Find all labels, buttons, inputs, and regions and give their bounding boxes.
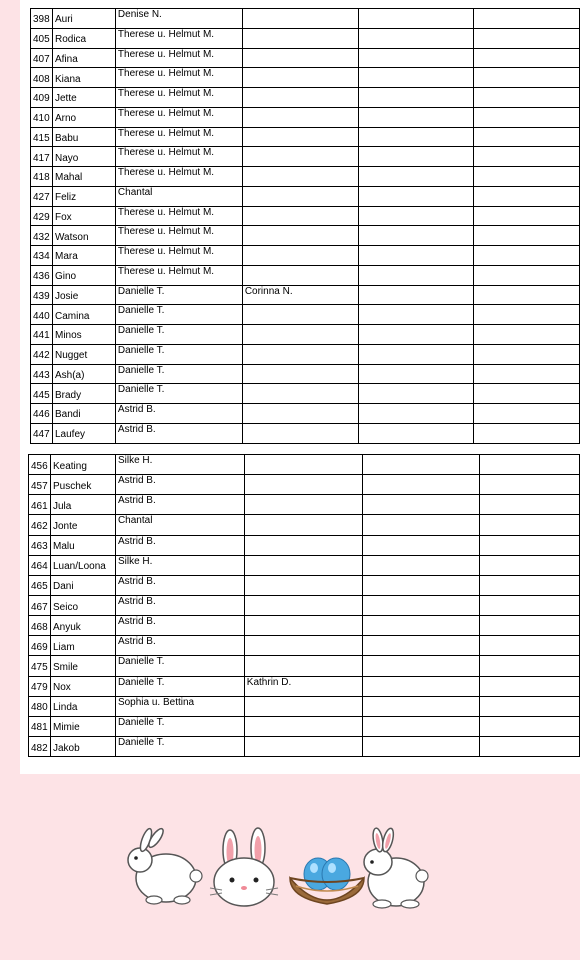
animal-number: 442 [31,344,53,364]
second-sponsor-name [242,265,358,285]
animal-number: 464 [29,555,51,575]
rabbit-icon [128,827,202,904]
animal-name: Feliz [52,186,115,206]
table-row [31,404,580,424]
table-row [29,616,580,636]
animal-name: Minos [52,325,115,345]
empty-cell [474,9,580,29]
empty-cell [474,226,580,246]
animal-name: Camina [52,305,115,325]
animal-number: 415 [31,127,53,147]
sponsor-name: Danielle T. [115,344,242,364]
empty-cell [358,404,474,424]
table-row [31,325,580,345]
sponsor-name: Therese u. Helmut M. [115,246,242,266]
sponsor-name: Danielle T. [115,305,242,325]
empty-cell [358,265,474,285]
animal-number: 480 [29,696,51,716]
empty-cell [474,364,580,384]
table-row [31,68,580,88]
animal-number: 445 [31,384,53,404]
animal-name: Jula [50,495,115,515]
animal-number: 457 [29,475,51,495]
sponsor-name: Chantal [115,515,244,535]
sponsor-name: Astrid B. [115,535,244,555]
table-row [31,28,580,48]
empty-cell [362,515,480,535]
sponsor-name: Astrid B. [115,636,244,656]
animal-number: 447 [31,423,53,443]
rabbit-icon [364,827,428,908]
second-sponsor-name [242,325,358,345]
second-sponsor-name [242,107,358,127]
empty-cell [358,68,474,88]
table-row [31,305,580,325]
second-sponsor-name [242,9,358,29]
second-sponsor-name [242,186,358,206]
second-sponsor-name [244,616,362,636]
empty-cell [480,535,580,555]
animal-number: 410 [31,107,53,127]
table-row [29,475,580,495]
animal-number: 461 [29,495,51,515]
table-row [31,384,580,404]
empty-cell [480,555,580,575]
empty-cell [474,265,580,285]
nest-with-eggs-icon [290,858,364,904]
sponsor-name: Therese u. Helmut M. [115,127,242,147]
empty-cell [480,515,580,535]
second-sponsor-name [242,127,358,147]
sponsor-name: Danielle T. [115,736,244,756]
empty-cell [474,325,580,345]
table-row [29,515,580,535]
animal-name: Smile [50,656,115,676]
table-row [31,167,580,187]
animal-number: 418 [31,167,53,187]
table-row [31,206,580,226]
empty-cell [474,285,580,305]
animal-name: Nayo [52,147,115,167]
animal-number: 467 [29,595,51,615]
sponsor-name: Therese u. Helmut M. [115,265,242,285]
animal-name: Linda [50,696,115,716]
empty-cell [358,28,474,48]
empty-cell [474,127,580,147]
table-row [29,716,580,736]
empty-cell [358,364,474,384]
empty-cell [480,575,580,595]
table-row [31,344,580,364]
animal-number: 446 [31,404,53,424]
sponsor-name: Astrid B. [115,404,242,424]
empty-cell [480,616,580,636]
animal-number: 456 [29,455,51,475]
animal-number: 407 [31,48,53,68]
animal-name: Liam [50,636,115,656]
table-row [29,595,580,615]
animal-number: 482 [29,736,51,756]
second-sponsor-name [244,515,362,535]
sponsor-name: Danielle T. [115,364,242,384]
sponsor-name: Astrid B. [115,475,244,495]
animal-number: 429 [31,206,53,226]
second-sponsor-name [244,475,362,495]
second-sponsor-name [242,167,358,187]
animal-name: Brady [52,384,115,404]
animal-name: Auri [52,9,115,29]
second-sponsor-name [242,246,358,266]
empty-cell [362,495,480,515]
sponsor-name: Chantal [115,186,242,206]
table-row [31,246,580,266]
table-row [29,535,580,555]
second-sponsor-name [244,736,362,756]
animal-name: Gino [52,265,115,285]
empty-cell [362,455,480,475]
table-row [31,423,580,443]
animal-name: Keating [50,455,115,475]
animal-number: 427 [31,186,53,206]
animal-number: 405 [31,28,53,48]
empty-cell [474,28,580,48]
animal-name: Josie [52,285,115,305]
second-sponsor-name [244,495,362,515]
empty-cell [480,716,580,736]
table-row [29,555,580,575]
empty-cell [358,344,474,364]
animal-number: 432 [31,226,53,246]
second-sponsor-name [242,344,358,364]
empty-cell [474,107,580,127]
animal-name: Kiana [52,68,115,88]
empty-cell [480,696,580,716]
animal-number: 479 [29,676,51,696]
animal-number: 469 [29,636,51,656]
empty-cell [358,48,474,68]
empty-cell [480,455,580,475]
second-sponsor-name [242,384,358,404]
animal-name: Bandi [52,404,115,424]
second-sponsor-name [244,555,362,575]
sponsor-name: Therese u. Helmut M. [115,68,242,88]
table-row [29,636,580,656]
sponsor-table-2 [28,454,580,757]
animal-name: Seico [50,595,115,615]
table-row [29,575,580,595]
empty-cell [474,167,580,187]
table-row [29,455,580,475]
animal-number: 443 [31,364,53,384]
easter-decoration [126,826,432,912]
second-sponsor-name: Kathrin D. [244,676,362,696]
empty-cell [362,696,480,716]
empty-cell [362,555,480,575]
animal-number: 434 [31,246,53,266]
empty-cell [362,656,480,676]
second-sponsor-name [242,423,358,443]
empty-cell [358,423,474,443]
animal-number: 439 [31,285,53,305]
animal-number: 417 [31,147,53,167]
animal-name: Nox [50,676,115,696]
second-sponsor-name [244,575,362,595]
empty-cell [358,9,474,29]
empty-cell [480,676,580,696]
empty-cell [362,535,480,555]
sponsor-name: Therese u. Helmut M. [115,226,242,246]
table-row [31,186,580,206]
table-row [31,226,580,246]
table-row [31,48,580,68]
empty-cell [358,167,474,187]
animal-number: 408 [31,68,53,88]
empty-cell [362,736,480,756]
animal-name: Mara [52,246,115,266]
table-row [29,656,580,676]
table-row [29,495,580,515]
animal-name: Anyuk [50,616,115,636]
second-sponsor-name [244,595,362,615]
table-row [31,364,580,384]
empty-cell [480,475,580,495]
table-row [31,285,580,305]
empty-cell [474,246,580,266]
sponsor-table-1 [30,8,580,444]
sponsor-name: Silke H. [115,455,244,475]
sponsor-table-1-body [31,9,580,444]
sponsor-name: Astrid B. [115,575,244,595]
empty-cell [362,595,480,615]
table-row [31,265,580,285]
animal-number: 441 [31,325,53,345]
empty-cell [362,636,480,656]
empty-cell [480,495,580,515]
sponsor-name: Danielle T. [115,285,242,305]
animal-name: Fox [52,206,115,226]
empty-cell [358,186,474,206]
empty-cell [474,68,580,88]
animal-number: 463 [29,535,51,555]
empty-cell [362,475,480,495]
animal-name: Malu [50,535,115,555]
table-row [29,696,580,716]
animal-number: 462 [29,515,51,535]
animal-name: Arno [52,107,115,127]
animal-name: Jette [52,88,115,108]
sponsor-name: Danielle T. [115,676,244,696]
empty-cell [362,676,480,696]
animal-name: Puschek [50,475,115,495]
animal-name: Laufey [52,423,115,443]
table-row [29,736,580,756]
animal-number: 436 [31,265,53,285]
sponsor-name: Therese u. Helmut M. [115,107,242,127]
animal-name: Jakob [50,736,115,756]
sponsor-name: Therese u. Helmut M. [115,167,242,187]
second-sponsor-name [242,48,358,68]
empty-cell [480,736,580,756]
empty-cell [362,716,480,736]
table-row [31,147,580,167]
second-sponsor-name [244,535,362,555]
animal-name: Afina [52,48,115,68]
empty-cell [358,226,474,246]
animal-number: 409 [31,88,53,108]
empty-cell [474,206,580,226]
second-sponsor-name [242,206,358,226]
sponsor-name: Danielle T. [115,384,242,404]
second-sponsor-name [242,226,358,246]
rabbit-face-icon [210,828,278,906]
empty-cell [474,423,580,443]
sponsor-name: Danielle T. [115,325,242,345]
empty-cell [474,147,580,167]
sponsor-name: Astrid B. [115,616,244,636]
animal-name: Nugget [52,344,115,364]
sponsor-name: Therese u. Helmut M. [115,28,242,48]
second-sponsor-name [242,404,358,424]
sponsor-name: Therese u. Helmut M. [115,48,242,68]
empty-cell [362,575,480,595]
sponsor-name: Astrid B. [115,495,244,515]
empty-cell [358,246,474,266]
empty-cell [358,285,474,305]
empty-cell [474,48,580,68]
empty-cell [474,305,580,325]
sponsor-name: Danielle T. [115,656,244,676]
empty-cell [474,186,580,206]
sponsor-name: Astrid B. [115,423,242,443]
empty-cell [358,88,474,108]
table-row [29,676,580,696]
animal-name: Luan/Loona [50,555,115,575]
second-sponsor-name [244,656,362,676]
empty-cell [358,206,474,226]
empty-cell [474,384,580,404]
sponsor-name: Silke H. [115,555,244,575]
table-row [31,88,580,108]
second-sponsor-name [242,305,358,325]
empty-cell [358,127,474,147]
animal-name: Ash(a) [52,364,115,384]
sponsor-name: Sophia u. Bettina [115,696,244,716]
animal-name: Watson [52,226,115,246]
sponsor-name: Therese u. Helmut M. [115,147,242,167]
empty-cell [480,636,580,656]
animal-name: Babu [52,127,115,147]
second-sponsor-name [242,68,358,88]
second-sponsor-name [242,88,358,108]
animal-name: Rodica [52,28,115,48]
animal-number: 468 [29,616,51,636]
empty-cell [358,325,474,345]
second-sponsor-name [244,636,362,656]
empty-cell [358,384,474,404]
sponsor-name: Therese u. Helmut M. [115,206,242,226]
animal-name: Dani [50,575,115,595]
second-sponsor-name [244,696,362,716]
sponsor-name: Danielle T. [115,716,244,736]
animal-number: 465 [29,575,51,595]
empty-cell [358,305,474,325]
empty-cell [358,107,474,127]
animal-number: 440 [31,305,53,325]
empty-cell [358,147,474,167]
animal-number: 475 [29,656,51,676]
table-row [31,107,580,127]
sponsor-name: Denise N. [115,9,242,29]
second-sponsor-name [242,364,358,384]
table-row [31,9,580,29]
sponsor-name: Therese u. Helmut M. [115,88,242,108]
sponsor-name: Astrid B. [115,595,244,615]
table-row [31,127,580,147]
sponsor-table-2-body [29,455,580,757]
animal-name: Mimie [50,716,115,736]
empty-cell [362,616,480,636]
second-sponsor-name [244,455,362,475]
empty-cell [480,656,580,676]
second-sponsor-name [244,716,362,736]
animal-name: Jonte [50,515,115,535]
empty-cell [474,404,580,424]
second-sponsor-name: Corinna N. [242,285,358,305]
empty-cell [480,595,580,615]
animal-number: 398 [31,9,53,29]
empty-cell [474,344,580,364]
animal-number: 481 [29,716,51,736]
animal-name: Mahal [52,167,115,187]
second-sponsor-name [242,147,358,167]
empty-cell [474,88,580,108]
second-sponsor-name [242,28,358,48]
